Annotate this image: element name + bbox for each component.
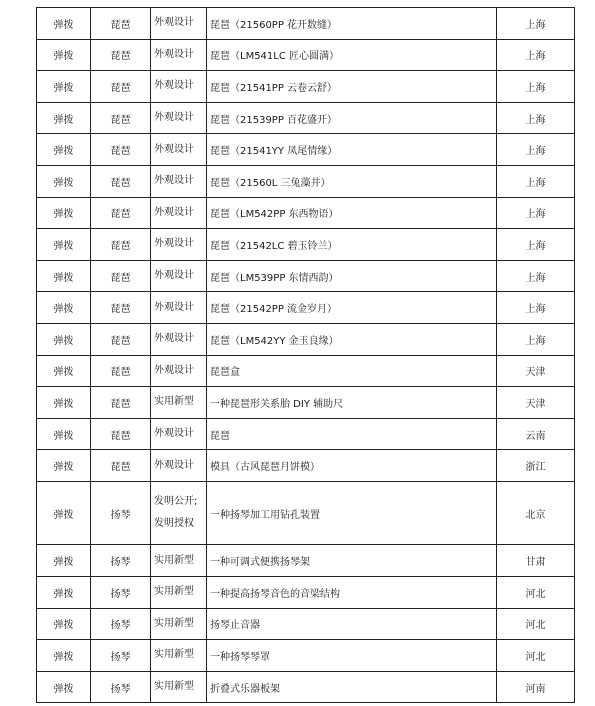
patent-type-cell	[151, 387, 207, 419]
patent-type-cell	[151, 8, 207, 40]
patent-type-line: 外观设计	[154, 301, 194, 313]
region-cell: 上海	[497, 165, 575, 197]
patent-type-line: 实用新型	[154, 681, 194, 693]
instrument-cell: 扬琴	[91, 481, 151, 545]
table-row	[37, 165, 575, 197]
table-row	[37, 355, 575, 387]
instrument-cell: 琵琶	[91, 260, 151, 292]
table-row	[37, 197, 575, 229]
patent-type-line: 外观设计	[154, 175, 194, 187]
region-cell: 上海	[497, 134, 575, 166]
patent-type-cell	[151, 450, 207, 482]
patent-name-cell: 琵琶（21542PP 流金岁月）	[207, 292, 497, 324]
table-row	[37, 481, 575, 545]
patent-type-cell	[151, 39, 207, 71]
patent-name-cell: 琵琶（LM542PP 东西物语）	[207, 197, 497, 229]
table-row	[37, 71, 575, 103]
region-cell: 河北	[497, 608, 575, 640]
patent-name-cell: 模具（古风琵琶月饼模）	[207, 450, 497, 482]
patent-type-line: 外观设计	[154, 206, 194, 218]
table-row	[37, 608, 575, 640]
patent-type-line: 实用新型	[154, 586, 194, 598]
table-row	[37, 102, 575, 134]
patent-type-line: 实用新型	[154, 617, 194, 629]
instrument-cell: 扬琴	[91, 608, 151, 640]
region-cell: 上海	[497, 71, 575, 103]
table-row	[37, 8, 575, 40]
category-cell: 弹拨	[37, 323, 91, 355]
instrument-cell: 琵琶	[91, 39, 151, 71]
patent-type-cell	[151, 577, 207, 609]
patent-type-line: 实用新型	[154, 554, 194, 566]
patent-table-body	[37, 8, 575, 703]
table-row	[37, 671, 575, 703]
table-row	[37, 640, 575, 672]
region-cell: 上海	[497, 292, 575, 324]
instrument-cell: 扬琴	[91, 671, 151, 703]
patent-name-cell: 一种扬琴加工用钻孔装置	[207, 481, 497, 545]
patent-type-cell	[151, 418, 207, 450]
region-cell: 北京	[497, 481, 575, 545]
patent-name-cell: 一种可调式便携扬琴架	[207, 545, 497, 577]
table-row	[37, 292, 575, 324]
patent-name-cell: 一种扬琴琴罩	[207, 640, 497, 672]
patent-type-cell	[151, 165, 207, 197]
region-cell: 河北	[497, 577, 575, 609]
patent-name-cell: 折叠式乐器板架	[207, 671, 497, 703]
region-cell: 浙江	[497, 450, 575, 482]
category-cell: 弹拨	[37, 418, 91, 450]
category-cell: 弹拨	[37, 71, 91, 103]
instrument-cell: 琵琶	[91, 323, 151, 355]
instrument-cell: 琵琶	[91, 71, 151, 103]
table-row	[37, 260, 575, 292]
instrument-cell: 扬琴	[91, 577, 151, 609]
patent-type-line: 外观设计	[154, 364, 194, 376]
patent-type-cell	[151, 671, 207, 703]
category-cell: 弹拨	[37, 545, 91, 577]
patent-type-cell	[151, 608, 207, 640]
instrument-cell: 琵琶	[91, 355, 151, 387]
region-cell: 天津	[497, 387, 575, 419]
patent-type-line: 外观设计	[154, 80, 194, 92]
patent-type-line: 实用新型	[154, 396, 194, 408]
patent-type-cell	[151, 640, 207, 672]
instrument-cell: 扬琴	[91, 640, 151, 672]
region-cell: 上海	[497, 229, 575, 261]
patent-name-cell: 琵琶（21560L 三兔藻井）	[207, 165, 497, 197]
category-cell: 弹拨	[37, 608, 91, 640]
patent-name-cell: 琵琶（LM539PP 东情西韵）	[207, 260, 497, 292]
table-row	[37, 577, 575, 609]
instrument-cell: 琵琶	[91, 197, 151, 229]
patent-type-line: 外观设计	[154, 17, 194, 29]
category-cell: 弹拨	[37, 387, 91, 419]
category-cell: 弹拨	[37, 450, 91, 482]
instrument-cell: 琵琶	[91, 292, 151, 324]
patent-name-cell: 扬琴止音器	[207, 608, 497, 640]
region-cell: 上海	[497, 39, 575, 71]
category-cell: 弹拨	[37, 165, 91, 197]
instrument-cell: 琵琶	[91, 418, 151, 450]
patent-type-line: 外观设计	[154, 428, 194, 440]
patent-table	[36, 7, 575, 703]
patent-type-cell	[151, 71, 207, 103]
category-cell: 弹拨	[37, 134, 91, 166]
patent-type-line: 外观设计	[154, 270, 194, 282]
patent-type-line: 外观设计	[154, 112, 194, 124]
region-cell: 天津	[497, 355, 575, 387]
table-row	[37, 387, 575, 419]
region-cell: 上海	[497, 102, 575, 134]
patent-type-cell	[151, 481, 207, 545]
instrument-cell: 琵琶	[91, 102, 151, 134]
table-row	[37, 450, 575, 482]
category-cell: 弹拨	[37, 197, 91, 229]
instrument-cell: 琵琶	[91, 8, 151, 40]
category-cell: 弹拨	[37, 39, 91, 71]
patent-type-cell	[151, 355, 207, 387]
region-cell: 云南	[497, 418, 575, 450]
category-cell: 弹拨	[37, 292, 91, 324]
region-cell: 上海	[497, 323, 575, 355]
region-cell: 上海	[497, 8, 575, 40]
region-cell: 河南	[497, 671, 575, 703]
patent-type-cell	[151, 292, 207, 324]
patent-name-cell: 琵琶（LM541LC 匠心圆满）	[207, 39, 497, 71]
patent-name-cell: 琵琶盒	[207, 355, 497, 387]
table-row	[37, 229, 575, 261]
patent-type-cell	[151, 229, 207, 261]
category-cell: 弹拨	[37, 260, 91, 292]
patent-name-cell: 琵琶	[207, 418, 497, 450]
region-cell: 上海	[497, 197, 575, 229]
region-cell: 上海	[497, 260, 575, 292]
patent-type-line: 外观设计	[154, 143, 194, 155]
patent-type-line: 外观设计	[154, 238, 194, 250]
region-cell: 甘肃	[497, 545, 575, 577]
patent-type-cell	[151, 197, 207, 229]
category-cell: 弹拨	[37, 577, 91, 609]
category-cell: 弹拨	[37, 640, 91, 672]
patent-name-cell: 一种提高扬琴音色的音梁结构	[207, 577, 497, 609]
category-cell: 弹拨	[37, 671, 91, 703]
patent-type-cell	[151, 260, 207, 292]
table-row	[37, 323, 575, 355]
category-cell: 弹拨	[37, 481, 91, 545]
instrument-cell: 琵琶	[91, 165, 151, 197]
patent-type-line: 发明公开;	[154, 496, 198, 508]
patent-type-cell	[151, 323, 207, 355]
category-cell: 弹拨	[37, 229, 91, 261]
category-cell: 弹拨	[37, 355, 91, 387]
patent-type-line: 外观设计	[154, 459, 194, 471]
table-row	[37, 134, 575, 166]
patent-type-line: 实用新型	[154, 649, 194, 661]
patent-name-cell: 琵琶（21541PP 云卷云舒）	[207, 71, 497, 103]
patent-type-line: 发明授权	[154, 518, 194, 530]
patent-name-cell: 琵琶（21560PP 花开数缝）	[207, 8, 497, 40]
table-row	[37, 418, 575, 450]
patent-name-cell: 琵琶（LM542YY 金玉良缘）	[207, 323, 497, 355]
patent-type-cell	[151, 545, 207, 577]
instrument-cell: 扬琴	[91, 545, 151, 577]
table-row	[37, 39, 575, 71]
region-cell: 河北	[497, 640, 575, 672]
patent-name-cell: 琵琶（21541YY 凤尾情缘）	[207, 134, 497, 166]
instrument-cell: 琵琶	[91, 387, 151, 419]
category-cell: 弹拨	[37, 102, 91, 134]
patent-type-cell	[151, 134, 207, 166]
category-cell: 弹拨	[37, 8, 91, 40]
patent-type-cell	[151, 102, 207, 134]
patent-name-cell: 琵琶（21542LC 碧玉铃兰）	[207, 229, 497, 261]
instrument-cell: 琵琶	[91, 450, 151, 482]
patent-type-line: 外观设计	[154, 333, 194, 345]
instrument-cell: 琵琶	[91, 229, 151, 261]
patent-name-cell: 琵琶（21539PP 百花盛开）	[207, 102, 497, 134]
patent-type-line: 外观设计	[154, 48, 194, 60]
table-row	[37, 545, 575, 577]
patent-name-cell: 一种琵琶形关系胎 DIY 辅助尺	[207, 387, 497, 419]
instrument-cell: 琵琶	[91, 134, 151, 166]
